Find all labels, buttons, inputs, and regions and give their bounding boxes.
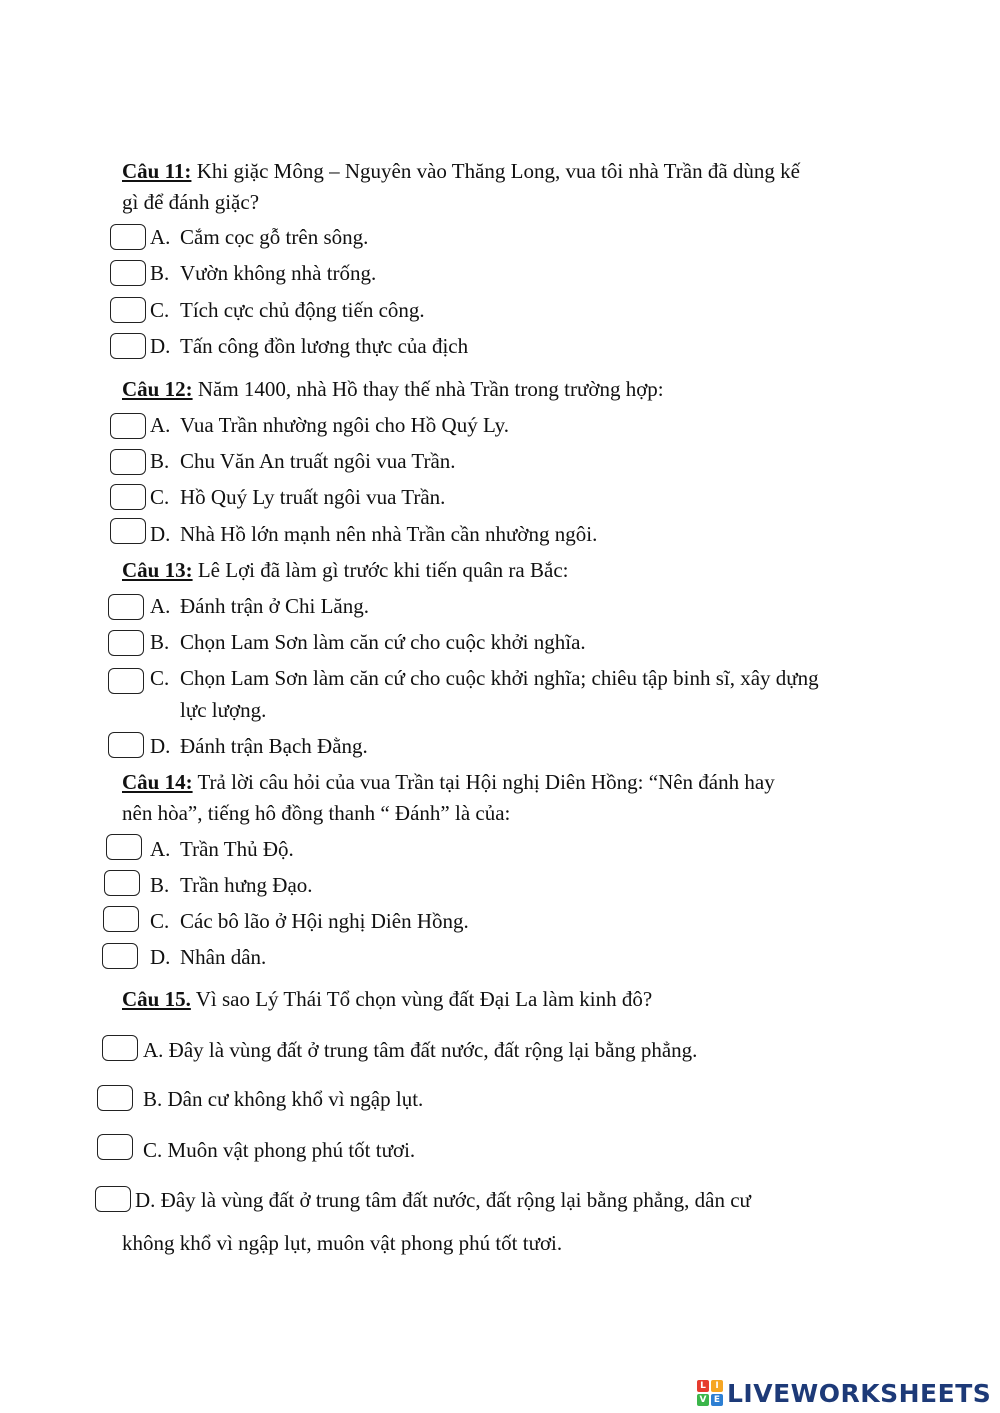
option-13-c-line2: lực lượng. <box>180 698 267 722</box>
question-12-prompt <box>122 374 664 404</box>
option-14-c: C. Các bô lão ở Hội nghị Diên Hồng. <box>150 909 469 933</box>
answer-checkbox[interactable] <box>108 668 144 694</box>
option-11-b: B. Vườn không nhà trống. <box>150 261 377 285</box>
option-12-a: A. Vua Trần nhường ngôi cho Hồ Quý Ly. <box>150 413 510 437</box>
answer-checkbox[interactable] <box>110 260 146 286</box>
answer-checkbox[interactable] <box>103 906 139 932</box>
option-13-b: B. Chọn Lam Sơn làm căn cứ cho cuộc khởi nghĩa. <box>150 630 586 654</box>
option-15-c: C. Muôn vật phong phú tốt tươi. <box>143 1138 416 1162</box>
answer-checkbox[interactable] <box>95 1186 131 1212</box>
logo-letter: E <box>711 1394 723 1406</box>
option-13-d: D. Đánh trận Bạch Đằng. <box>150 734 368 758</box>
question-15-text: Vì sao Lý Thái Tổ chọn vùng đất Đại La làm kinh đô? <box>190 987 653 1011</box>
answer-checkbox[interactable] <box>108 594 144 620</box>
option-15-d-line2: không khổ vì ngập lụt, muôn vật phong phú tốt tươi. <box>122 1231 563 1255</box>
answer-checkbox[interactable] <box>104 870 140 896</box>
answer-checkbox[interactable] <box>97 1085 133 1111</box>
option-13-a: A. Đánh trận ở Chi Lăng. <box>150 594 369 618</box>
answer-checkbox[interactable] <box>97 1134 133 1160</box>
option-15-b: B. Dân cư không khổ vì ngập lụt. <box>143 1087 424 1111</box>
question-12-text: Năm 1400, nhà Hồ thay thế nhà Trần trong trường hợp: <box>192 377 664 401</box>
answer-checkbox[interactable] <box>108 732 144 758</box>
question-14-prompt <box>122 767 775 797</box>
question-12-label: Câu 12: <box>122 377 193 401</box>
option-14-b: B. Trần hưng Đạo. <box>150 873 313 897</box>
answer-checkbox[interactable] <box>108 630 144 656</box>
answer-checkbox[interactable] <box>110 333 146 359</box>
option-15-d: D. Đây là vùng đất ở trung tâm đất nước, đất rộng lại bằng phẳng, dân cư <box>135 1188 751 1212</box>
logo-letter: I <box>711 1380 723 1392</box>
answer-checkbox[interactable] <box>110 449 146 475</box>
question-11-prompt <box>122 156 800 186</box>
answer-checkbox[interactable] <box>102 943 138 969</box>
logo-text: LIVEWORKSHEETS <box>727 1378 992 1408</box>
answer-checkbox[interactable] <box>110 518 146 544</box>
question-11-text-line2: gì để đánh giặc? <box>122 190 260 214</box>
option-15-a: A. Đây là vùng đất ở trung tâm đất nước, đất rộng lại bằng phẳng. <box>143 1038 698 1062</box>
option-14-a: A. Trần Thủ Độ. <box>150 837 294 861</box>
question-15-prompt <box>122 984 652 1014</box>
logo-letter: V <box>697 1394 709 1406</box>
question-11-text: Khi giặc Mông – Nguyên vào Thăng Long, vua tôi nhà Trần đã dùng kế <box>191 159 800 183</box>
question-14-label: Câu 14: <box>122 770 193 794</box>
answer-checkbox[interactable] <box>110 224 146 250</box>
option-12-b: B. Chu Văn An truất ngôi vua Trần. <box>150 449 456 473</box>
option-12-d: D. Nhà Hồ lớn mạnh nên nhà Trần cần nhường ngôi. <box>150 522 598 546</box>
logo-letter: L <box>697 1380 709 1392</box>
option-11-d: D. Tấn công đồn lương thực của địch <box>150 334 469 358</box>
answer-checkbox[interactable] <box>110 484 146 510</box>
answer-checkbox[interactable] <box>110 297 146 323</box>
question-11-label: Câu 11: <box>122 159 192 183</box>
question-13-label: Câu 13: <box>122 558 193 582</box>
option-13-c: C. Chọn Lam Sơn làm căn cứ cho cuộc khởi nghĩa; chiêu tập binh sĩ, xây dựng <box>150 666 819 690</box>
option-12-c: C. Hồ Quý Ly truất ngôi vua Trần. <box>150 485 446 509</box>
option-11-c: C. Tích cực chủ động tiến công. <box>150 298 425 322</box>
liveworksheets-logo <box>697 1376 991 1410</box>
question-14-text-line2: nên hòa”, tiếng hô đồng thanh “ Đánh” là của: <box>122 801 511 825</box>
question-13-text: Lê Lợi đã làm gì trước khi tiến quân ra Bắc: <box>192 558 569 582</box>
answer-checkbox[interactable] <box>106 834 142 860</box>
question-15-label: Câu 15. <box>122 987 191 1011</box>
answer-checkbox[interactable] <box>110 413 146 439</box>
question-13-prompt <box>122 555 568 585</box>
answer-checkbox[interactable] <box>102 1035 138 1061</box>
option-11-a: A. Cắm cọc gỗ trên sông. <box>150 225 369 249</box>
option-14-d: D. Nhân dân. <box>150 945 267 969</box>
logo-mark-icon <box>697 1380 723 1406</box>
question-14-text: Trả lời câu hỏi của vua Trần tại Hội nghị Diên Hồng: “Nên đánh hay <box>192 770 775 794</box>
